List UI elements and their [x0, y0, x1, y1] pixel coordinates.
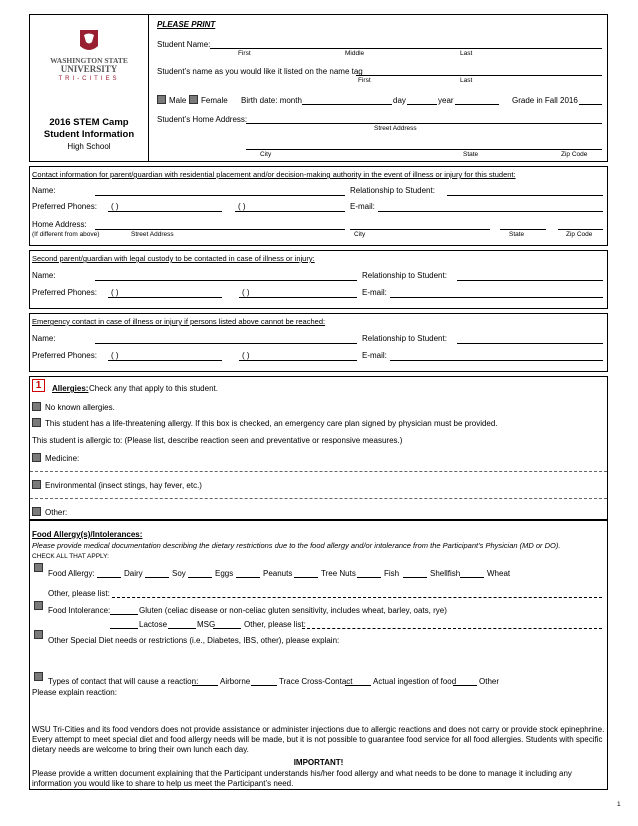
- other-allergy-checkbox[interactable]: [32, 507, 41, 516]
- contact1-street-line[interactable]: [95, 229, 345, 230]
- contact3-phones-label: Preferred Phones:: [32, 351, 97, 360]
- contact1-relationship-label: Relationship to Student:: [350, 186, 435, 195]
- contact3-email-label: E-mail:: [362, 351, 387, 360]
- other-list2-line[interactable]: [302, 628, 602, 629]
- peanuts-label: Peanuts: [263, 569, 293, 578]
- home-address-label: Student’s Home Address:: [157, 115, 248, 124]
- dairy-blank[interactable]: [97, 577, 121, 578]
- logo-line1: WASHINGTON STATE: [50, 56, 128, 65]
- soy-label: Soy: [172, 569, 186, 578]
- student-name-line[interactable]: [210, 48, 602, 49]
- food-allergy-label: Food Allergy:: [48, 569, 95, 578]
- explain-reaction-label: Please explain reaction:: [32, 688, 117, 697]
- food-instruction: Please provide medical documentation describing the dietary restrictions due to the food allergy and/or intolerance from the Participant’s Physician (MD or DO).: [32, 541, 561, 550]
- logo-line3: TRI-CITIES: [58, 76, 120, 82]
- contact2-phone2-line[interactable]: [239, 297, 357, 298]
- street-caption: Street Address: [374, 125, 417, 132]
- please-print: PLEASE PRINT: [157, 20, 216, 29]
- medicine-divider: [30, 471, 607, 472]
- header-right-box: [148, 14, 608, 162]
- special-diet-checkbox[interactable]: [34, 630, 43, 639]
- birth-year-label: year: [438, 96, 454, 105]
- contact2-name-label: Name:: [32, 271, 56, 280]
- airborne-label: Airborne: [220, 677, 251, 686]
- lactose-blank[interactable]: [110, 628, 138, 629]
- birth-day-line[interactable]: [407, 104, 437, 105]
- contact1-home-address-label: Home Address:: [32, 220, 87, 229]
- male-checkbox[interactable]: [157, 95, 166, 104]
- city-state-zip-line[interactable]: [246, 149, 602, 150]
- birth-day-label: day: [393, 96, 406, 105]
- contact1-heading: Contact information for parent/guardian with residential placement and/or decision-making authority in the event of illness or injury for this student:: [32, 170, 516, 179]
- contact1-street-caption: Street Address: [131, 231, 174, 238]
- disclaimer-text: WSU Tri-Cities and its food vendors does not provide assistance or administer injections due to allergic reactions and does not carry or provide stock epinephrine. Every attempt to meet special diet and food allergy needs will be made, but it is not possible to guarantee food service for all food allergies. Students with specific dietary needs are welcome to bring their own lunch each day.: [32, 725, 605, 754]
- lactose-label: Lactose: [139, 620, 168, 629]
- contact1-relationship-line[interactable]: [447, 195, 603, 196]
- important-heading: IMPORTANT!: [293, 758, 344, 767]
- msg-label: MSG: [197, 620, 216, 629]
- gluten-blank[interactable]: [110, 614, 138, 615]
- contact1-name-line[interactable]: [95, 195, 345, 196]
- no-known-allergies-checkbox[interactable]: [32, 402, 41, 411]
- logo-line2: UNIVERSITY: [60, 64, 118, 74]
- contact1-phone1-paren: ( ): [111, 202, 119, 211]
- food-allergy-checkbox[interactable]: [34, 563, 43, 572]
- name-middle-caption: Middle: [345, 50, 365, 57]
- female-checkbox[interactable]: [189, 95, 198, 104]
- allergies-number-badge: 1: [32, 379, 45, 392]
- contact2-relationship-line[interactable]: [457, 280, 603, 281]
- male-label: Male: [169, 96, 187, 105]
- name-last-caption: Last: [460, 50, 473, 57]
- other-list-line[interactable]: [112, 597, 602, 598]
- eggs-label: Eggs: [215, 569, 234, 578]
- name-tag-line[interactable]: [356, 75, 602, 76]
- zip-caption: Zip Code: [561, 151, 588, 158]
- contact3-relationship-label: Relationship to Student:: [362, 334, 447, 343]
- contact3-phone1-line[interactable]: [108, 360, 222, 361]
- contact2-phone2-paren: ( ): [242, 288, 250, 297]
- contact1-zip-line[interactable]: [558, 229, 603, 230]
- contact3-phone1-paren: ( ): [111, 351, 119, 360]
- grade-label: Grade in Fall 2016: [512, 96, 578, 105]
- contact3-phone2-line[interactable]: [239, 360, 357, 361]
- other-reaction-blank[interactable]: [453, 685, 477, 686]
- other-list-label: Other, please list:: [48, 589, 110, 598]
- contact1-if-different: (If different from above): [32, 231, 100, 238]
- tag-first-caption: First: [358, 77, 371, 84]
- check-all-label: CHECK ALL THAT APPLY:: [32, 553, 109, 560]
- other-intolerance-blank[interactable]: [213, 628, 241, 629]
- msg-blank[interactable]: [168, 628, 196, 629]
- environmental-checkbox[interactable]: [32, 480, 41, 489]
- shellfish-label: Shellfish: [430, 569, 461, 578]
- state-caption: State: [463, 151, 479, 158]
- contact3-relationship-line[interactable]: [457, 343, 603, 344]
- gluten-label: Gluten (celiac disease or non-celiac gluten sensitivity, includes wheat, barley, oats, rye): [139, 606, 447, 615]
- contact3-email-line[interactable]: [390, 360, 603, 361]
- contact1-city-caption: City: [354, 231, 366, 238]
- contact1-phone2-line[interactable]: [235, 211, 345, 212]
- contact1-zip-caption: Zip Code: [566, 231, 593, 238]
- special-diet-label: Other Special Diet needs or restrictions (i.e., Diabetes, IBS, other), please explain:: [48, 636, 340, 645]
- grade-line[interactable]: [579, 104, 602, 105]
- contact2-relationship-label: Relationship to Student:: [362, 271, 447, 280]
- name-first-caption: First: [238, 50, 251, 57]
- trace-blank[interactable]: [251, 685, 277, 686]
- contact-types-label: Types of contact that will cause a reaction:: [48, 677, 199, 686]
- wheat-label: Wheat: [487, 569, 511, 578]
- name-tag-label: Student’s name as you would like it listed on the name tag: [157, 67, 363, 76]
- soy-blank[interactable]: [145, 577, 169, 578]
- important-note: Please provide a written document explaining that the Participant understands his/her food allergy and what needs to be done to manage it including any information you would like to share to help us meet the Participant’s need.: [32, 769, 572, 788]
- tree-nuts-label: Tree Nuts: [321, 569, 356, 578]
- contact3-heading: Emergency contact in case of illness or injury if persons listed above cannot be reached:: [32, 317, 326, 326]
- food-intolerance-checkbox[interactable]: [34, 601, 43, 610]
- other-allergy-label: Other:: [45, 508, 68, 517]
- contact2-phone1-line[interactable]: [108, 297, 222, 298]
- dairy-label: Dairy: [124, 569, 143, 578]
- contact1-state-caption: State: [509, 231, 525, 238]
- home-address-line[interactable]: [246, 123, 602, 124]
- wheat-blank[interactable]: [460, 577, 484, 578]
- medicine-checkbox[interactable]: [32, 453, 41, 462]
- contact1-email-line[interactable]: [378, 211, 603, 212]
- fish-blank[interactable]: [357, 577, 381, 578]
- city-caption: City: [260, 151, 272, 158]
- contact3-name-label: Name:: [32, 334, 56, 343]
- contact1-city-line[interactable]: [350, 229, 490, 230]
- life-threatening-label: This student has a life-threatening allergy. If this box is checked, an emergency care plan signed by physician must be provided.: [45, 419, 498, 428]
- allergic-to-label: This student is allergic to: (Please list, describe reaction seen and preventative or responsive measures.): [32, 436, 403, 445]
- contact2-phone1-paren: ( ): [111, 288, 119, 297]
- medicine-label: Medicine:: [45, 454, 80, 463]
- environmental-label: Environmental (insect stings, hay fever, etc.): [45, 481, 202, 490]
- tag-last-caption: Last: [460, 77, 473, 84]
- other-reaction-label: Other: [479, 677, 500, 686]
- food-intolerance-label: Food Intolerance:: [48, 606, 111, 615]
- trace-label: Trace Cross-Contact: [279, 677, 353, 686]
- contact2-email-label: E-mail:: [362, 288, 387, 297]
- shellfish-blank[interactable]: [403, 577, 427, 578]
- student-name-label: Student Name:: [157, 40, 211, 49]
- birth-year-line[interactable]: [455, 104, 499, 105]
- contact2-phones-label: Preferred Phones:: [32, 288, 97, 297]
- contact2-email-line[interactable]: [390, 297, 603, 298]
- life-threatening-checkbox[interactable]: [32, 418, 41, 427]
- ingestion-blank[interactable]: [345, 685, 371, 686]
- allergies-instruction: Check any that apply to this student.: [89, 384, 218, 393]
- allergies-title: Allergies:: [52, 384, 89, 393]
- contact1-phones-label: Preferred Phones:: [32, 202, 97, 211]
- birth-month-label: Birth date: month: [241, 96, 302, 105]
- contact3-phone2-paren: ( ): [242, 351, 250, 360]
- fish-label: Fish: [384, 569, 400, 578]
- contact1-phone1-line[interactable]: [108, 211, 222, 212]
- airborne-blank[interactable]: [192, 685, 218, 686]
- contact1-phone2-paren: ( ): [238, 202, 246, 211]
- eggs-blank[interactable]: [188, 577, 212, 578]
- ingestion-label: Actual ingestion of food: [373, 677, 457, 686]
- contact2-name-line[interactable]: [95, 280, 357, 281]
- contact1-state-line[interactable]: [500, 229, 546, 230]
- camp-subtitle: Student Information: [43, 129, 135, 140]
- peanuts-blank[interactable]: [236, 577, 260, 578]
- no-known-allergies-label: No known allergies.: [45, 403, 115, 412]
- contact1-email-label: E-mail:: [350, 202, 375, 211]
- contact1-name-label: Name:: [32, 186, 56, 195]
- page-number: 1: [617, 801, 621, 808]
- contact-types-checkbox[interactable]: [34, 672, 43, 681]
- contact2-heading: Second parent/guardian with legal custody to be contacted in case of illness or injury:: [32, 254, 315, 263]
- birth-month-line[interactable]: [302, 104, 392, 105]
- contact3-name-line[interactable]: [95, 343, 357, 344]
- food-title: Food Allergy(s)/Intolerances:: [32, 530, 143, 539]
- tree-nuts-blank[interactable]: [294, 577, 318, 578]
- female-label: Female: [201, 96, 228, 105]
- camp-title: 2016 STEM Camp: [49, 117, 129, 128]
- environmental-divider: [30, 498, 607, 499]
- camp-level: High School: [67, 142, 111, 151]
- other-list2-label: Other, please list:: [244, 620, 306, 629]
